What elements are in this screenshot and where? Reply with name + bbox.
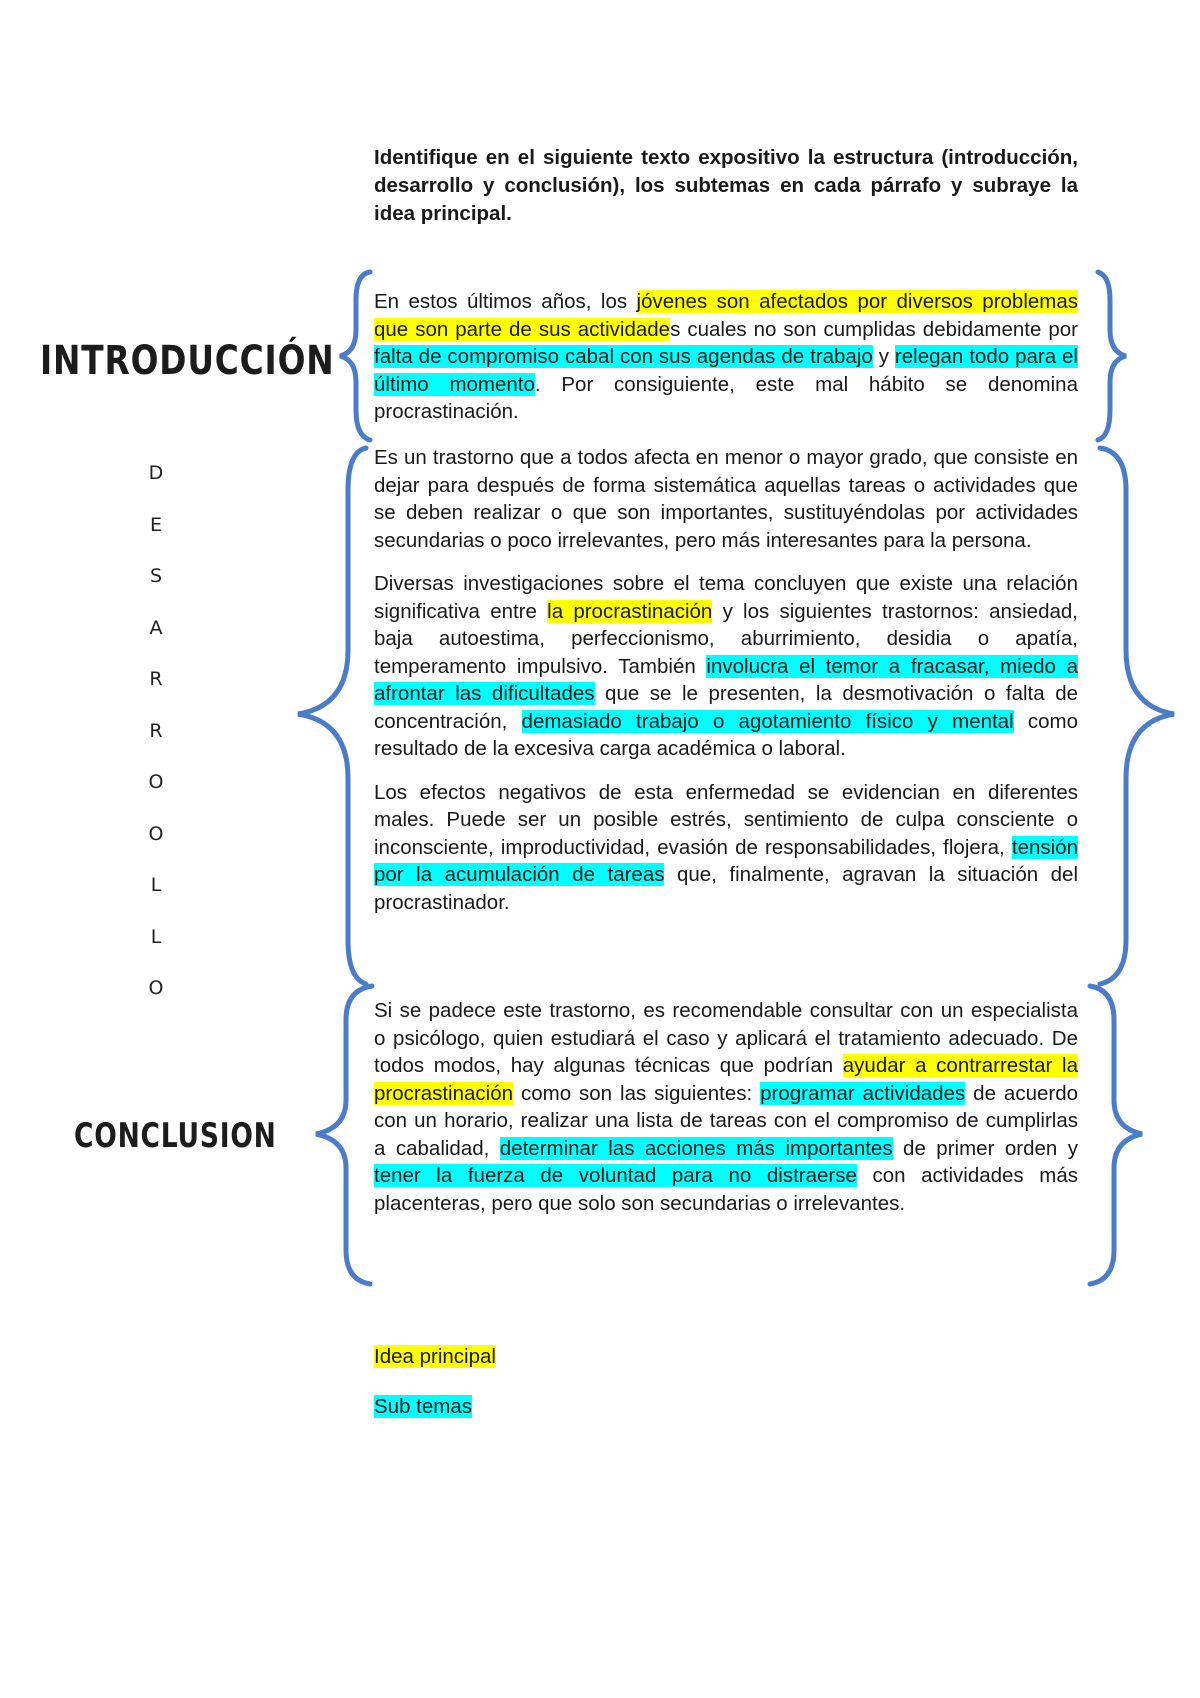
highlight-subtema: demasiado trabajo o agotamiento físico y mental (521, 709, 1014, 733)
desarrollo-letter: O (148, 822, 164, 845)
intro-left-brace-icon (340, 272, 370, 440)
highlight-idea-principal: la procrastinación (547, 599, 713, 623)
highlight-subtema: determinar las acciones más importantes (499, 1136, 893, 1160)
text-run: Es un trastorno que a todos afecta en menor o mayor grado, que consiste en dejar para después de forma sistemática aquellas tareas o actividades que se deben realizar o que son importantes, sustituyéndolas por actividades secundarias o poco irrelevantes, pero más interesantes para la persona. (374, 446, 1078, 552)
desarrollo-letter: D (148, 462, 164, 484)
desarrollo-right-brace-icon (1100, 448, 1174, 984)
desarrollo-letter: O (148, 771, 164, 793)
desarrollo-letter: A (149, 616, 163, 639)
highlight-subtema: tener la fuerza de voluntad para no distraerse (374, 1164, 857, 1187)
text-run: que se le presenten, la desmotivación o falta de concentración, (374, 682, 1078, 733)
text-run: Si se padece este trastorno, es recomendable consultar con un especialista o psicólogo, quien estudiará el caso y aplicará el tratamiento adecuado. De todos modos, hay algunas técnicas que podrían (374, 999, 1078, 1077)
highlight-idea-principal: ayudar a contrarrestar la procrastinación (374, 1054, 1078, 1105)
text-run: de acuerdo con un horario, realizar una lista de tareas con el compromiso de cumplirlas a cabalidad, (374, 1081, 1078, 1160)
legend-sub-temas (374, 1393, 472, 1421)
desarrollo-letter: L (150, 925, 162, 948)
intro-paragraph (374, 288, 1078, 426)
text-run: En estos últimos años, los (374, 290, 637, 313)
desarrollo-letter: O (148, 977, 164, 999)
instructions-text: Identifique en el siguiente texto expositivo la estructura (introducción, desarrollo y conclusión), los subtemas en cada párrafo y subraye la idea principal. (374, 146, 1078, 225)
text-run: como son las siguientes: (513, 1081, 761, 1105)
conclusion-section (374, 997, 1078, 1233)
text-run: Los efectos negativos de esta enfermedad se evidencian en diferentes males. Puede ser un posible estrés, sentimiento de culpa consciente o inconsciente, improductividad, evasión de responsabilidades, flojera, (374, 780, 1078, 859)
desarrollo-letter: L (150, 874, 162, 896)
introduccion-label: INTRODUCCIÓN (40, 338, 335, 384)
text-run: Diversas investigaciones sobre el tema concluyen que existe una relación significativa entre (374, 572, 1078, 623)
highlight-idea-principal: jóvenes son afectados por diversos problemas que son parte de sus actividade (374, 290, 1079, 341)
conclusion-left-brace-icon (316, 986, 372, 1284)
desarrollo-letter: S (149, 565, 163, 587)
intro-section (374, 288, 1078, 442)
desarrollo-left-brace-icon (298, 448, 366, 984)
legend-idea-principal-text: Idea principal (374, 1345, 496, 1368)
text-run: de primer orden y (892, 1136, 1078, 1160)
text-run: y (872, 345, 895, 368)
text-run: como resultado de la excesiva carga académica o laboral. (374, 709, 1078, 760)
text-run: y los siguientes trastornos: ansiedad, baja autoestima, perfeccionismo, aburrimiento, desidia o apatía, temperamento impulsivo. También (374, 599, 1078, 678)
highlight-subtema: tensión por la acumulación de tareas (374, 835, 1078, 886)
highlight-subtema: relegan todo para el último momento (374, 345, 1078, 396)
desarrollo-paragraph-1 (374, 444, 1078, 554)
intro-right-brace-icon (1098, 272, 1126, 440)
highlight-subtema: involucra el temor a fracasar, miedo a afrontar las dificultades (374, 654, 1078, 705)
legend-idea-principal (374, 1343, 496, 1371)
desarrollo-letter: E (149, 513, 162, 536)
text-run: . Por consiguiente, este mal hábito se denomina procrastinación. (374, 372, 1078, 423)
desarrollo-paragraph-3 (374, 779, 1078, 917)
conclusion-paragraph (374, 997, 1078, 1217)
text-run: que, finalmente, agravan la situación del procrastinador. (374, 863, 1078, 914)
conclusion-label: CONCLUSION (74, 1116, 277, 1156)
desarrollo-letter: R (149, 668, 163, 690)
text-run: s cuales no son cumplidas debidamente por (670, 317, 1078, 341)
highlight-subtema: falta de compromiso cabal con sus agendas de trabajo (374, 345, 873, 368)
legend-sub-temas-text: Sub temas (374, 1395, 472, 1418)
conclusion-right-brace-icon (1090, 986, 1142, 1284)
desarrollo-paragraph-2 (374, 570, 1078, 763)
text-run: con actividades más placenteras, pero que solo son secundarias o irrelevantes. (374, 1164, 1078, 1215)
desarrollo-letter: R (149, 719, 163, 742)
highlight-subtema: programar actividades (760, 1081, 966, 1105)
desarrollo-section (374, 444, 1078, 932)
